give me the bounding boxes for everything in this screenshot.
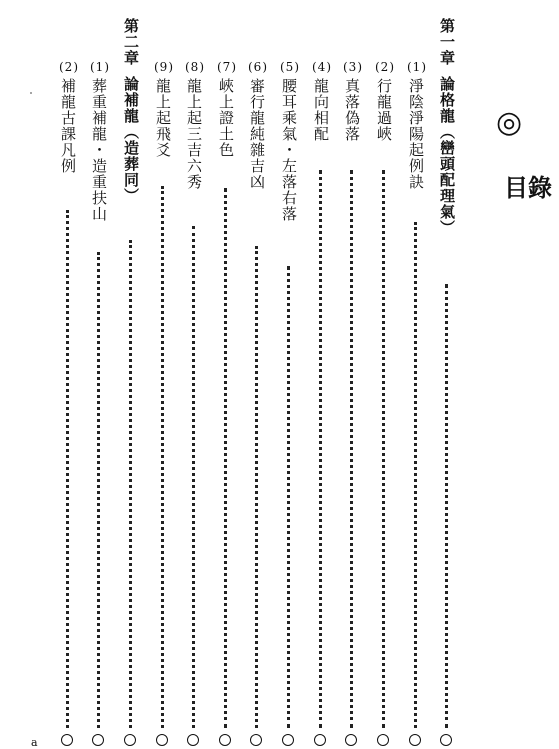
entry-number: (2) [59,60,79,74]
toc-entry-2-1[interactable] [89,60,109,222]
toc-entry-1-8[interactable] [184,60,204,190]
toc-entry-1-4[interactable] [311,60,331,142]
entry-text: 真落偽落 [343,78,361,142]
leader-1-8 [192,226,195,728]
chapter-2-heading [121,18,141,204]
entry-text: 葬重補龍・造重扶山 [90,78,108,222]
leader-1-1 [414,222,417,728]
scan-speck [30,92,32,94]
entry-text: 龍向相配 [312,78,330,142]
toc-entry-1-7[interactable] [216,60,236,158]
page-circle [156,734,168,746]
entry-text: 龍上起飛爻 [154,78,172,158]
page-circle [219,734,231,746]
entry-number: (4) [312,60,332,74]
chapter-1-title: 論格龍（巒頭配理氣） [438,76,456,236]
entry-number: (3) [343,60,363,74]
chapter-1-label: 第一章 [438,18,456,66]
entry-text: 峽上證土色 [217,78,235,158]
entry-text: 龍上起三吉六秀 [185,78,203,190]
page-title-text: 目錄 [504,173,552,202]
toc-entry-1-5[interactable] [279,60,299,222]
entry-number: (5) [280,60,300,74]
toc-entry-1-9[interactable] [153,60,173,158]
page-circle [61,734,73,746]
entry-number: (8) [185,60,205,74]
entry-text: 行龍過峽 [375,78,393,142]
page-circle [187,734,199,746]
page-circle [282,734,294,746]
toc-entry-1-6[interactable] [247,60,267,190]
corner-mark: a [31,736,38,749]
toc-entry-1-3[interactable] [342,60,362,142]
title-mark: ◎ [496,105,523,140]
leader-1-9 [161,186,164,728]
chapter-2-leader [129,240,132,728]
chapter-1-heading [437,18,457,236]
entry-text: 補龍古課凡例 [59,78,77,174]
entry-number: (2) [375,60,395,74]
leader-1-2 [382,170,385,728]
entry-text: 審行龍純雜吉凶 [248,78,266,190]
leader-1-3 [350,170,353,728]
page-circle [409,734,421,746]
leader-2-1 [97,252,100,728]
page-circle [440,734,452,746]
entry-text: 淨陰淨陽起例訣 [407,78,425,190]
chapter-2-label: 第二章 [122,18,140,66]
leader-1-4 [319,170,322,728]
entry-number: (1) [407,60,427,74]
page-title [504,173,552,202]
entry-number: (7) [217,60,237,74]
leader-2-2 [66,210,69,728]
toc-entry-2-2[interactable] [58,60,78,174]
page-circle [250,734,262,746]
leader-1-5 [287,266,290,728]
page-circle [124,734,136,746]
entry-number: (6) [248,60,268,74]
chapter-2-title: 論補龍（造葬同） [122,76,140,204]
toc-entry-1-2[interactable] [374,60,394,142]
chapter-1-leader [445,284,448,728]
entry-text: 腰耳乘氣・左落右落 [280,78,298,222]
page-circle [345,734,357,746]
page-circle [92,734,104,746]
entry-number: (9) [154,60,174,74]
leader-1-7 [224,188,227,728]
leader-1-6 [255,246,258,728]
page-circle [314,734,326,746]
page-circle [377,734,389,746]
entry-number: (1) [90,60,110,74]
toc-entry-1-1[interactable] [406,60,426,190]
